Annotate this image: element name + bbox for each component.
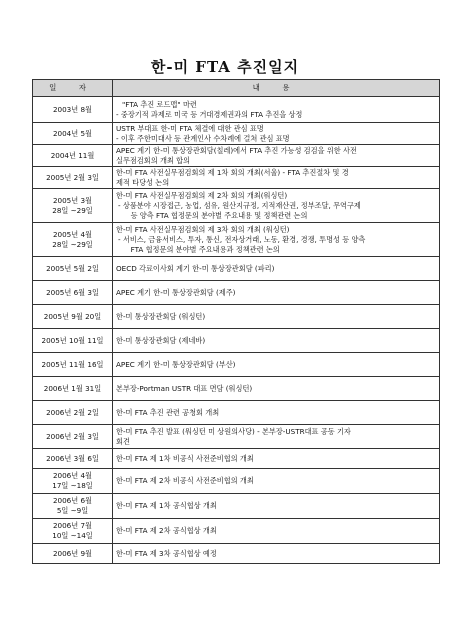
content-text: 한-미 FTA 제 2차 비공식 사전준비협의 개최	[116, 476, 254, 485]
table-body	[33, 97, 440, 564]
content-text: 한-미 FTA 사전실무점검회의 제 2차 회의 개최(워싱턴)	[116, 190, 288, 200]
content-text: 한-미 FTA 사전실무점검회의 제 1차 회의 개최(서울) - FTA 추진절차 및 경	[116, 167, 349, 177]
date-text: 2005년 4월	[52, 229, 93, 239]
content-cell	[113, 329, 440, 353]
content-text: - 이후 주한미대사 등 관계인사 수차례에 걸쳐 관심 표명	[116, 133, 290, 143]
content-cell	[113, 281, 440, 305]
table-row	[33, 257, 440, 281]
date-cell	[33, 544, 113, 564]
date-cell	[33, 469, 113, 494]
date-text: 2006년 6월	[52, 496, 93, 505]
table-row	[33, 329, 440, 353]
content-text: 본부장-Portman USTR 대표 면담 (워싱턴)	[116, 383, 253, 393]
content-cell	[113, 494, 440, 519]
date-text: 2006년 9월	[52, 548, 93, 558]
content-text: 한-미 통상장관회담 (제네바)	[116, 335, 206, 345]
table-row	[33, 494, 440, 519]
date-cell	[33, 494, 113, 519]
date-text: 2006년 2월 2일	[46, 407, 99, 417]
table-row	[33, 449, 440, 469]
table-row	[33, 305, 440, 329]
date-text: 2004년 5월	[52, 128, 93, 138]
column-header-date: 일 자	[33, 80, 113, 97]
table-row	[33, 377, 440, 401]
content-cell	[113, 353, 440, 377]
fta-timeline-table	[32, 79, 440, 564]
table-row	[33, 97, 440, 123]
date-text: 2006년 4월	[52, 471, 93, 480]
content-text: 한-미 FTA 제 3차 공식협상 예정	[116, 548, 217, 558]
table-row	[33, 353, 440, 377]
date-cell	[33, 377, 113, 401]
date-cell	[33, 257, 113, 281]
date-text: 2006년 7월	[52, 521, 93, 530]
date-text: 17일 ~18일	[52, 481, 93, 490]
content-cell	[113, 257, 440, 281]
date-cell	[33, 97, 113, 123]
content-text: 한-미 FTA 제 1차 비공식 사전준비협의 개최	[116, 453, 254, 463]
date-text: 2006년 2월 3일	[46, 431, 99, 441]
date-cell	[33, 449, 113, 469]
content-text: 한-미 FTA 제 1차 공식협상 개최	[116, 501, 217, 510]
date-text: 2005년 3월	[52, 195, 93, 205]
date-cell	[33, 425, 113, 449]
table-row	[33, 167, 440, 189]
content-cell	[113, 167, 440, 189]
content-cell	[113, 223, 440, 257]
table-row	[33, 281, 440, 305]
date-cell	[33, 305, 113, 329]
content-cell	[113, 377, 440, 401]
date-text: 2005년 2월 3일	[46, 172, 99, 182]
table-row	[33, 544, 440, 564]
content-text: 한-미 FTA 사전실무점검회의 제 3차 회의 개최 (워싱턴)	[116, 224, 290, 234]
table-row	[33, 519, 440, 544]
content-cell	[113, 123, 440, 145]
content-cell	[113, 449, 440, 469]
content-cell	[113, 97, 440, 123]
content-cell	[113, 145, 440, 167]
content-text: 한-미 FTA 제 2차 공식협상 개최	[116, 526, 217, 535]
date-text: 2005년 5월 2일	[46, 263, 99, 273]
content-text: "FTA 추진 로드맵" 마련	[122, 99, 197, 109]
date-text: 10일 ~14일	[52, 531, 93, 540]
table-row	[33, 469, 440, 494]
table-row	[33, 401, 440, 425]
date-text: 2005년 10월 11일	[41, 335, 104, 345]
date-text: 2006년 3월 6일	[46, 453, 99, 463]
content-text: 제적 타당성 논의	[116, 177, 170, 187]
content-text: APEC 계기 한-미 통상장관회담 (제주)	[116, 287, 236, 297]
content-text: USTR 부대표 한-미 FTA 체결에 대한 관심 표명	[116, 123, 264, 133]
content-text: - 중장기적 과제로 미국 등 거대경제권과의 FTA 추진을 상정	[116, 109, 303, 119]
date-cell	[33, 189, 113, 223]
column-header-content: 내 용	[113, 80, 440, 97]
content-text: 등 양측 FTA 협정문의 분야별 주요내용 및 정책관련 논의	[126, 210, 308, 220]
content-cell	[113, 544, 440, 564]
date-cell	[33, 329, 113, 353]
table-row	[33, 123, 440, 145]
content-cell	[113, 519, 440, 544]
date-text: 2005년 9월 20일	[43, 311, 102, 321]
content-text: - 상품분야 시장접근, 농업, 섬유, 원산지규정, 지적재산권, 정부조달, 무역구제	[118, 200, 361, 210]
date-cell	[33, 401, 113, 425]
content-text: APEC 계기 한-미 통상장관회담 (부산)	[116, 359, 236, 369]
date-cell	[33, 123, 113, 145]
date-text: 2006년 1월 31일	[43, 383, 102, 393]
table-header-row	[33, 80, 440, 97]
content-text: 한-미 FTA 추진 발표 (워싱턴 미 상원의사당) - 본부장-USTR대표 공동 기자	[116, 426, 351, 436]
date-text: 5일 ~9일	[56, 506, 89, 515]
content-text: 한-미 통상장관회담 (워싱턴)	[116, 311, 206, 321]
date-cell	[33, 353, 113, 377]
content-cell	[113, 425, 440, 449]
date-text: 2005년 6월 3일	[46, 287, 99, 297]
content-cell	[113, 401, 440, 425]
content-cell	[113, 469, 440, 494]
content-text: 한-미 FTA 추진 관련 공청회 개최	[116, 407, 220, 417]
content-text: APEC 계기 한-미 통상장관회담(칠레)에서 FTA 추진 가능성 검검을 위한 사전	[116, 145, 357, 155]
table-row	[33, 145, 440, 167]
date-cell	[33, 145, 113, 167]
date-text: 28일 ~29일	[52, 239, 93, 249]
date-text: 28일 ~29일	[52, 205, 93, 215]
date-cell	[33, 223, 113, 257]
date-text: 2005년 11월 16일	[41, 359, 104, 369]
content-cell	[113, 305, 440, 329]
date-cell	[33, 167, 113, 189]
date-text: 2003년 8월	[52, 104, 93, 114]
table-row	[33, 223, 440, 257]
content-text: OECD 각료이사회 계기 한-미 통상장관회담 (파리)	[116, 263, 275, 273]
table-row	[33, 425, 440, 449]
table-row	[33, 189, 440, 223]
content-text: FTA 협정문의 분야별 주요내용과 정책관련 논의	[126, 244, 280, 254]
date-text: 2004년 11월	[50, 150, 95, 160]
content-text: 실무점검회의 개최 합의	[116, 155, 191, 165]
content-text: 회견	[116, 436, 130, 446]
content-cell	[113, 189, 440, 223]
date-cell	[33, 281, 113, 305]
content-text: - 서비스, 금융서비스, 투자, 통신, 전자상거래, 노동, 환경, 경쟁, 투명성 등 양측	[118, 234, 366, 244]
page-title: 한-미 FTA 추진일지	[150, 58, 300, 76]
date-cell	[33, 519, 113, 544]
